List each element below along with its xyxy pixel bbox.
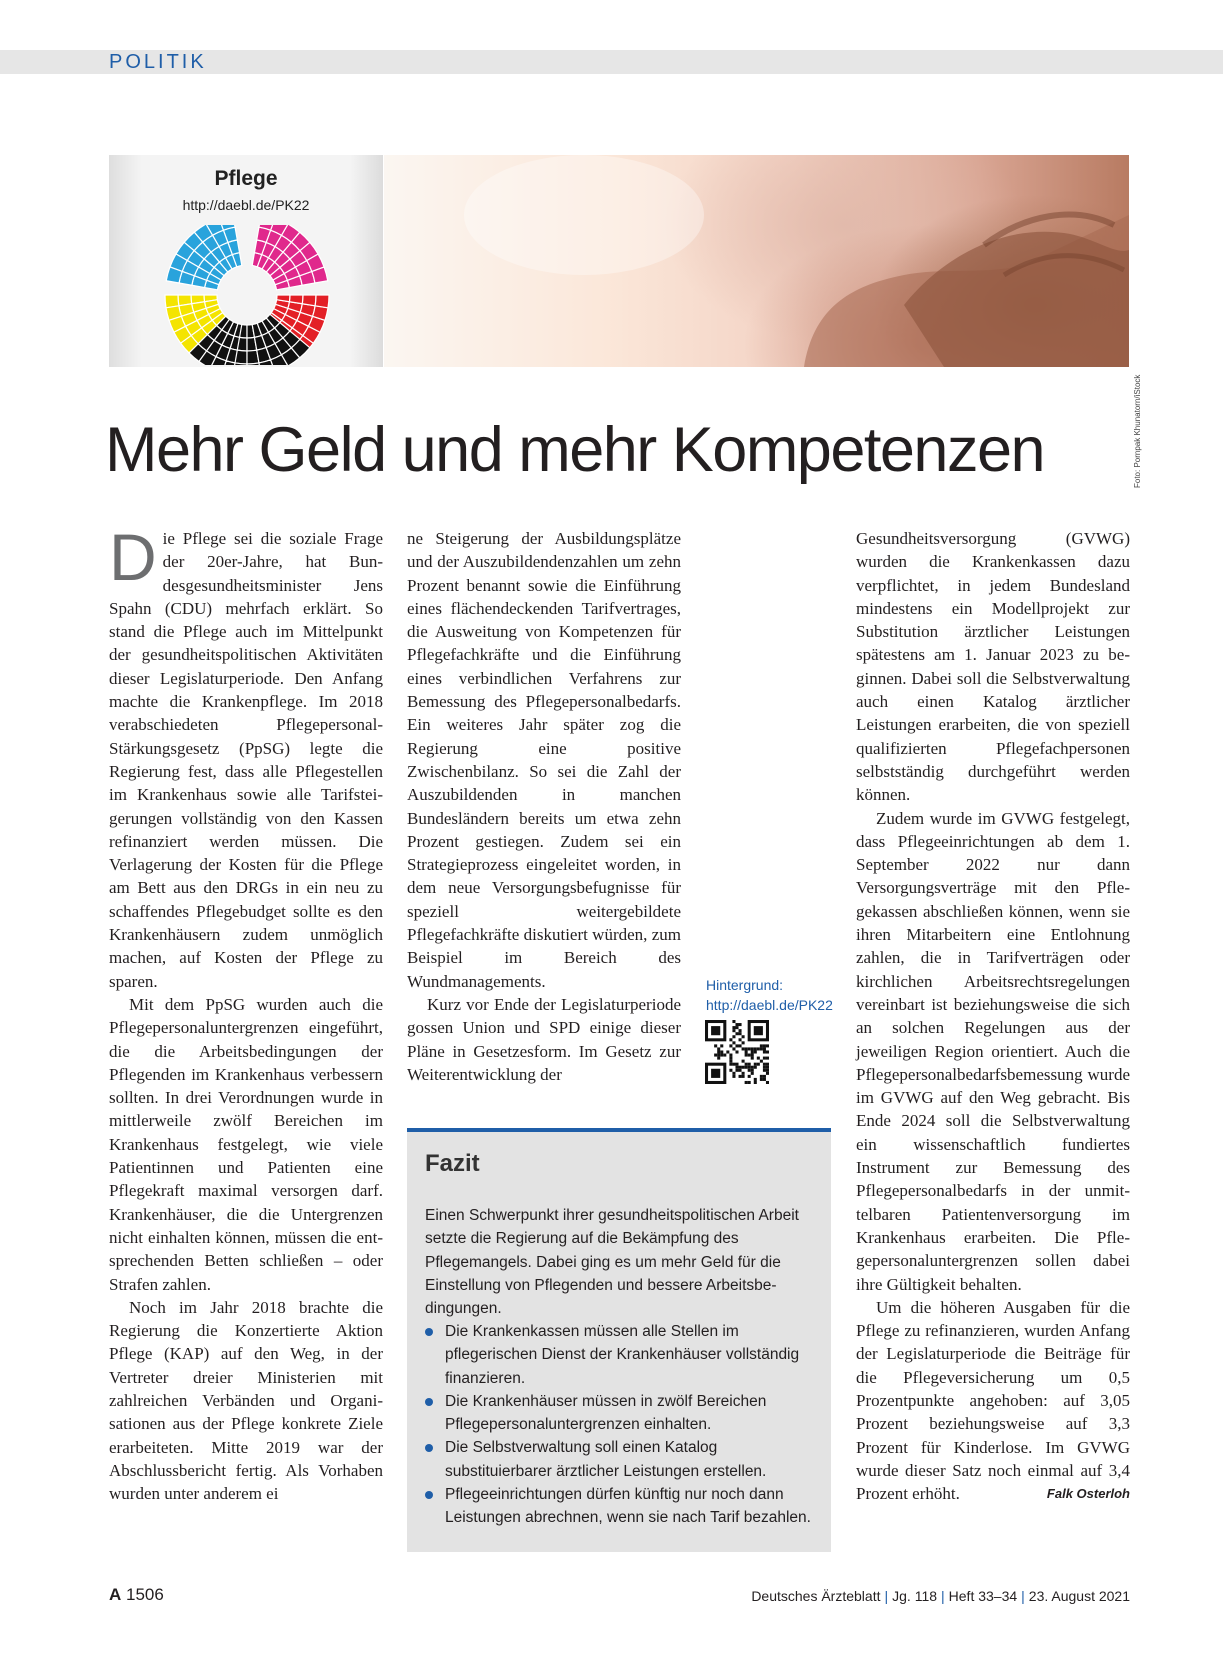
topic-logo-panel [109, 155, 383, 367]
journal-volume: Jg. 118 [892, 1588, 938, 1604]
bullet-icon [425, 1398, 433, 1406]
page-number-value: 1506 [126, 1585, 164, 1604]
paragraph: Gesundheitsversorgung (GVWG) wurden die Krankenkassen dazu verpflichtet, in jedem Bundesland mindestens ein Modellprojekt zur Substitution ärztlicher Leistungen spätestens am 1. Januar 2023 zu beginnen. Dabei soll die Selbstverwaltung auch einen Katalog ärztlicher Leistungen erarbeiten, die von speziell qualifizierten Pflegefachpersonen selbstständig durchgeführt werden können. [856, 529, 1130, 805]
text-column-3 [856, 527, 1130, 1505]
page-number [109, 1585, 164, 1605]
fazit-bullet-text: Die Krankenkassen müssen alle Stellen im pflegerischen Dienst der Krankenhäuser vollständig finanzieren. [445, 1323, 800, 1387]
fazit-bullet-text: Die Krankenhäuser müssen in zwölf Bereichen Pflegepersonaluntergrenzen einhalten. [445, 1392, 767, 1434]
fazit-bullet-text: Die Selbstverwaltung soll einen Katalog substituierbarer ärztlicher Leistungen erstellen. [445, 1439, 767, 1480]
photo-credit: Foto: Pornpak Khunatorn/iStock [1133, 374, 1142, 488]
fazit-bullet-item [425, 1320, 817, 1390]
bullet-icon [425, 1328, 433, 1336]
separator: | [941, 1588, 945, 1604]
parliament-seat-icon [159, 225, 335, 365]
drop-cap: D [109, 520, 157, 594]
journal-issue: Heft 33–34 [948, 1588, 1018, 1604]
fazit-bullet-item [425, 1390, 817, 1437]
background-link-url[interactable]: http://daebl.de/PK22 [706, 997, 833, 1013]
paragraph: Noch im Jahr 2018 brachte die Regierung die Konzertierte Aktion Pflege (KAP) auf den Weg, in der Vertreter dreier Ministerien mit zahlreichen Verbänden und Organisationen aus der Pflege konkrete Ziele erarbeiteten. Mitte 2019 war der Abschlussbericht fertig. Als Vorhaben wurden unter anderem ei [109, 1297, 383, 1504]
separator: | [1021, 1588, 1025, 1604]
caregiver-hands-photo [384, 155, 1129, 367]
background-link [706, 975, 833, 1015]
text-column-1 [109, 520, 383, 1505]
paragraph-text: Um die höheren Ausgaben für die Pflege zu refinanzieren, wurden Anfang der Legislaturperiode die Beiträge für die Pflegeversicherung um 0,5 Prozentpunkte angehoben: auf 3,05 Prozent beziehungsweise auf 3,3 Prozent für Kinderlose. Im GVWG wurde dieser Satz noch einmal auf 3,4 Prozent erhöht. [856, 1297, 1130, 1504]
qr-code-icon[interactable] [705, 1020, 769, 1084]
fazit-title: Fazit [425, 1150, 480, 1177]
author-byline: Falk Osterloh [1046, 1486, 1130, 1502]
fazit-box [407, 1128, 831, 1552]
paragraph [856, 1296, 1130, 1506]
journal-date: 23. August 2021 [1028, 1588, 1130, 1604]
paragraph-text: ie Pflege sei die soziale Frage der 20er-Jahre, hat Bundesgesundheitsminister Jens Spahn (CDU) mehrfach erklärt. So stand die Pflege auch im Mittelpunkt der gesundheitspolitischen Aktivitäten dieser Legislaturperiode. Den Anfang machte die Krankenpflege. Im 2018 verabschiedeten Pflegepersonal-Stärkungsgesetz (PpSG) legte die Regierung fest, dass alle Pflegestellen im Krankenhaus sowie alle Tarifsteigerungen vollständig von den Kassen refinanziert werden müssen. Die Verlagerung der Kosten für die Pflege am Bett aus den DRGs in ein neu zu schaffendes Pflegebudget sollte es den Krankenhäusern zudem unmöglich machen, auf Kosten der Pflege zu sparen. [109, 529, 383, 991]
fazit-list [425, 1320, 817, 1530]
bullet-icon [425, 1444, 433, 1452]
paragraph: Mit dem PpSG wurden auch die Pflegepersonaluntergrenzen eingeführt, die die Arbeitsbedingungen der Pflegenden im Krankenhaus verbessern sollten. In drei Verordnungen wurde in mittlerweile zwölf Bereichen im Krankenhaus festgelegt, wie viele Patientinnen und Patienten eine Pflegekraft maximal versorgen darf. Krankenhäuser, die die Untergrenzen nicht einhalten können, müssen die entsprechenden Betten schließen – oder Strafen zahlen. [109, 994, 383, 1294]
topic-logo-url[interactable]: http://daebl.de/PK22 [182, 197, 310, 213]
hands-illustration [384, 155, 1129, 367]
paragraph: Zudem wurde im GVWG festgelegt, dass Pflegeeinrichtungen ab dem 1. September 2022 nur dann Versorgungsverträge mit den Pflegekassen abschließen können, wenn sie ihren Mitarbeitern eine Entlohnung zahlen, die in Tarifverträgen oder kirchlichen Arbeitsrechtsregelungen vereinbart ist beziehungsweise die sich an solchen Regelungen aus der jeweiligen Region orientiert. Auch die Pflegepersonalbedarfsbemessung wurde im GVWG auf den Weg gebracht. Bis Ende 2024 soll die Selbstverwaltung ein wissenschaftlich fundiertes Instrument zur Bemessung des Pflegepersonalbedarfs in der unmittelbaren Patientenversorgung im Krankenhaus erarbeiten. Die Pflegepersonaluntergrenzen sollen dabei ihre Gültigkeit behalten. [856, 808, 1130, 1294]
section-label: POLITIK [109, 51, 207, 73]
photo-credit-wrap [1133, 368, 1143, 488]
paragraph [109, 520, 383, 993]
paragraph: ne Steigerung der Ausbildungsplätze und der Auszubildendenzahlen um zehn Prozent benannt sowie die Einführung eines flächendeckenden Tarifvertrages, die Ausweitung von Kompetenzen für Pflegefachkräfte und die Einführung eines verbindlichen Verfahrens zur Bemessung des Pflegepersonalbedarfs. Ein weiteres Jahr später zog die Regierung eine positive Zwischenbilanz. So sei die Zahl der Auszubildenden in manchen Bundesländern bereits um etwa zehn Prozent gestiegen. Zudem sei ein Strategieprozess eingeleitet worden, in dem neue Versorgungsbefugnisse für speziell weitergebildete Pflegefachkräfte diskutiert würden, zum Beispiel im Bereich des Wundmanagements. [407, 529, 681, 991]
article-headline: Mehr Geld und mehr Kompetenzen [105, 415, 1045, 485]
paragraph: Kurz vor Ende der Legislaturperiode gossen Union und SPD einige dieser Pläne in Gesetzesform. Im Gesetz zur Weiterentwicklung der [407, 994, 681, 1084]
separator: | [884, 1588, 889, 1604]
journal-info [751, 1588, 1130, 1604]
fazit-bullet-item [425, 1436, 817, 1483]
fazit-bullet-item [425, 1483, 817, 1530]
banner [109, 155, 1129, 367]
fazit-bullet-text: Pflegeeinrichtungen dürfen künftig nur noch dann Leistungen abrechnen, wenn sie nach Tarif bezahlen. [445, 1486, 811, 1527]
fazit-intro: Einen Schwerpunkt ihrer gesundheitspolitischen Arbeit setzte die Regierung auf die Bekämpfung des Pflegemangels. Dabei ging es um mehr Geld für die Einstellung von Pflegenden und bessere Arbeitsbedingungen. [425, 1207, 799, 1318]
topic-logo-title: Pflege [214, 167, 278, 190]
journal-name: Deutsches Ärzteblatt [751, 1588, 881, 1604]
text-column-2 [407, 527, 681, 1086]
page-prefix: A [109, 1585, 122, 1604]
bullet-icon [425, 1491, 433, 1499]
background-link-label: Hintergrund: [706, 977, 784, 993]
